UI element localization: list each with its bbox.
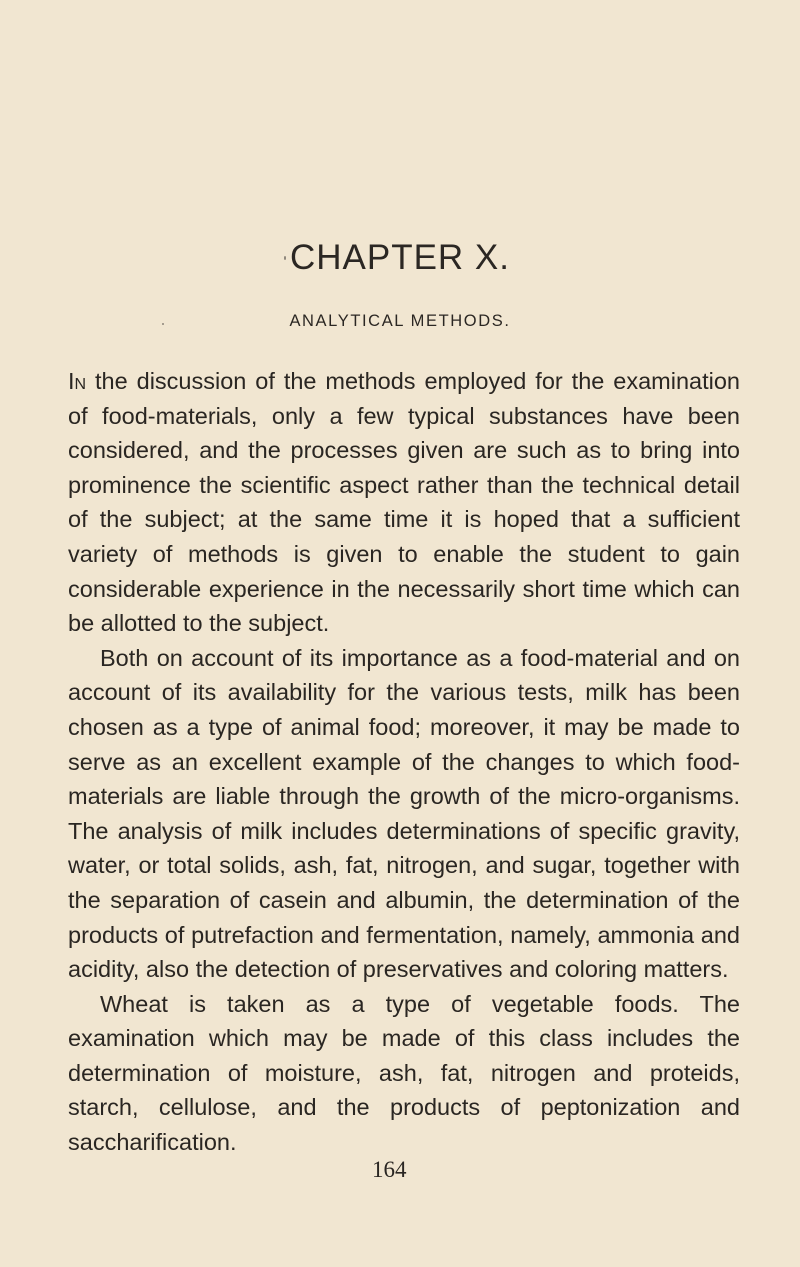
chapter-title: CHAPTER X.	[289, 238, 511, 277]
paragraph-3: Wheat is taken as a type of vegetable foods. The examination which may be made of this class includes the determination of moisture, ash, fat, nitrogen and proteids, starch, cellulose, and the products of peptonization and saccharification.	[68, 990, 740, 1156]
paragraph-lead-word: In	[68, 368, 87, 394]
chapter-subtitle: ANALYTICAL METHODS.	[289, 312, 511, 330]
body-text	[68, 364, 740, 1160]
paragraph-2: Both on account of its importance as a food-material and on account of its availability for the various tests, milk has been chosen as a type of animal food; moreover, it may be made to serve as an excellent example of the changes to which food-materials are liable through the growth of the micro-organisms. The analysis of milk includes determinations of specific gravity, water, or total solids, ash, fat, nitrogen, and sugar, together with the separation of casein and albumin, the determination of the products of putrefaction and fermentation, namely, ammonia and acidity, also the detection of preservatives and coloring matters.	[68, 644, 740, 983]
paragraph-1	[68, 364, 740, 641]
paragraph-1-text: the discussion of the methods employed for the examination of food-materials, only a few typical substances have been considered, and the processes given are such as to bring into prominence the scientific aspect rather than the technical detail of the subject; at the same time it is hoped that a sufficient variety of methods is given to enable the student to gain considerable experience in the necessarily short time which can be allotted to the subject.	[68, 368, 740, 637]
page-number: 164	[372, 1157, 407, 1182]
